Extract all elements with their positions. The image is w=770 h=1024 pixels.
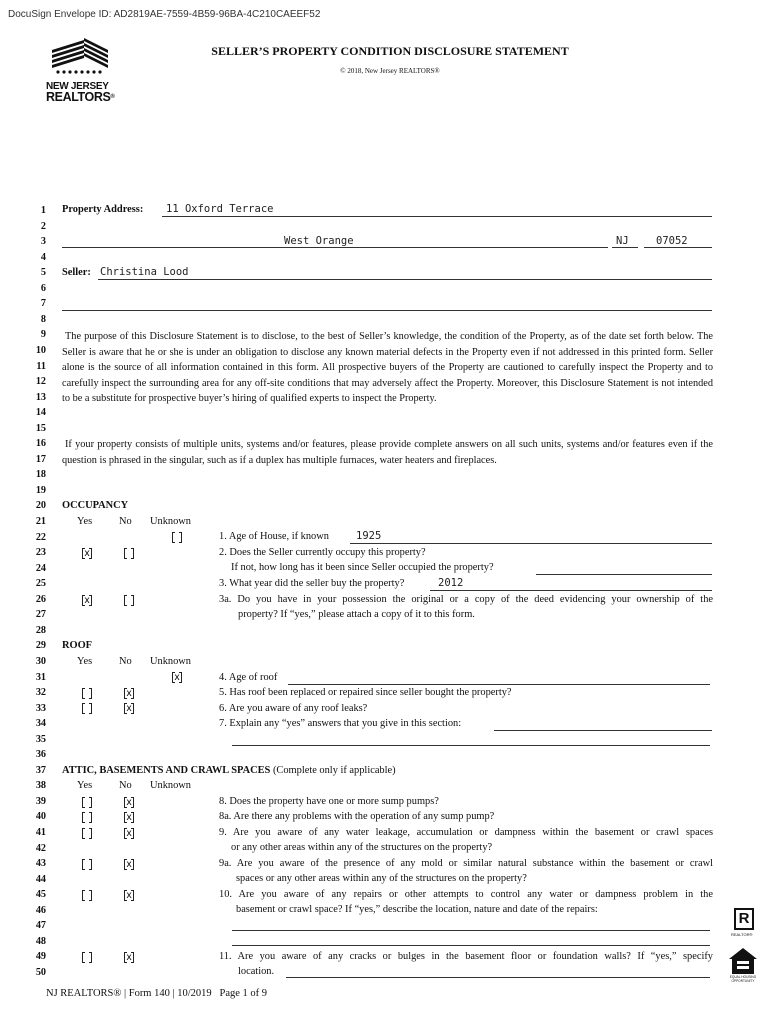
line-number: 22 — [35, 531, 46, 543]
property-address-label: Property Address: — [62, 204, 144, 215]
q2b-label: If not, how long has it been since Seller occupied the property? — [231, 562, 494, 573]
purpose-paragraph: The purpose of this Disclosure Statement is to disclose, to the best of Seller’s knowledge, the condition of the Property, as of the date set forth below. The Seller is aware that he or she is under an obligation to disclose any known material defects in the Property even if not addressed in this printed form. Seller alone is the source of all information contained in this form. All prospective buyers of the Property are cautioned to carefully inspect the Property and to carefully inspect the surrounding area for any off-site conditions that may adversely affect the Property. Moreover, this Disclosure Statement is not intended to be a substitute for prospective buyer’s hiring of qualified experts to inspect the Property. — [62, 331, 713, 405]
line-number: 30 — [35, 655, 46, 667]
attic-col-no: No — [119, 780, 132, 791]
q4-label: 4. Age of roof — [219, 672, 278, 683]
state-line — [612, 247, 638, 248]
line-number: 3 — [40, 236, 46, 248]
line-number: 47 — [35, 920, 46, 932]
q3a-b-label: property? If “yes,” please attach a copy of it to this form. — [238, 609, 475, 620]
q3-value: 2012 — [438, 577, 464, 589]
q9b-label: or any other areas within any of the structures on the property? — [231, 842, 493, 853]
equal-housing-icon — [728, 947, 758, 975]
q10-yes-checkbox[interactable] — [82, 890, 92, 901]
line-number: 28 — [35, 624, 46, 636]
line-number: 23 — [35, 547, 46, 559]
line-number: 19 — [35, 484, 46, 496]
q1-value: 1925 — [356, 530, 382, 542]
q11-line — [286, 977, 710, 978]
q9a-no-checkbox[interactable] — [124, 859, 134, 870]
line-number: 34 — [35, 718, 46, 730]
roof-col-yes: Yes — [77, 656, 93, 667]
line-number: 39 — [35, 795, 46, 807]
realtor-caption: REALTOR® — [731, 932, 753, 937]
roof-col-unknown: Unknown — [150, 656, 191, 667]
col-no: No — [119, 516, 132, 527]
q3a-label: 3a. Do you have in your possession the original or a copy of the deed evidencing your ownership of the — [219, 594, 713, 605]
line-number: 37 — [35, 764, 46, 776]
q2-label: 2. Does the Seller currently occupy this property? — [219, 547, 426, 558]
q10-label: 10. Are you aware of any repairs or other attempts to control any water or dampness problem in the — [219, 889, 713, 900]
seller-value: Christina Lood — [100, 266, 189, 278]
copyright: © 2018, New Jersey REALTORS® — [340, 67, 440, 75]
q4-unknown-checkbox[interactable] — [172, 672, 182, 683]
line-number: 11 — [36, 360, 46, 372]
q11b-label: location. — [238, 966, 275, 977]
q10-no-checkbox[interactable] — [124, 890, 134, 901]
line-number: 25 — [35, 578, 46, 590]
q7-line-2 — [232, 745, 710, 746]
realtor-r-icon: R — [734, 908, 754, 930]
q8a-yes-checkbox[interactable] — [82, 812, 92, 823]
q7-line — [494, 730, 712, 731]
line-number: 49 — [35, 951, 46, 963]
line-number: 42 — [35, 842, 46, 854]
check-mark: x — [126, 890, 132, 901]
line-number: 31 — [35, 671, 46, 683]
line-number: 33 — [35, 702, 46, 714]
q11-no-checkbox[interactable] — [124, 952, 134, 963]
check-mark: x — [126, 952, 132, 963]
col-yes: Yes — [77, 516, 93, 527]
city-value: West Orange — [284, 235, 354, 247]
q5-yes-checkbox[interactable] — [82, 688, 92, 699]
line-number: 13 — [35, 391, 46, 403]
attic-heading: ATTIC, BASEMENTS AND CRAWL SPACES (Complete only if applicable) — [62, 765, 396, 776]
seller-line-2 — [62, 310, 712, 311]
q10b-label: basement or crawl space? If “yes,” describe the location, nature and date of the repairs: — [236, 904, 598, 915]
check-mark: x — [126, 797, 132, 808]
line-number: 48 — [35, 935, 46, 947]
line-number: 14 — [35, 407, 46, 419]
zip-line — [644, 247, 712, 248]
roof-col-no: No — [119, 656, 132, 667]
q11-label: 11. Are you aware of any cracks or bulges in the basement floor or foundation walls? If “yes,” specify — [219, 951, 713, 962]
line-number: 18 — [35, 469, 46, 481]
q7-label: 7. Explain any “yes” answers that you give in this section: — [219, 718, 462, 729]
line-number: 41 — [35, 827, 46, 838]
line-number: 45 — [35, 889, 46, 901]
line-number: 6 — [40, 282, 46, 294]
footer-text: NJ REALTORS® | Form 140 | 10/2019 Page 1 of 9 — [46, 988, 268, 999]
check-mark: x — [84, 548, 90, 559]
envelope-id: DocuSign Envelope ID: AD2819AE-7559-4B59-96BA-4C210CAEEF52 — [8, 9, 321, 20]
q2-no-checkbox[interactable] — [124, 548, 134, 559]
check-mark: x — [126, 859, 132, 870]
line-number: 26 — [35, 593, 46, 605]
q6-no-checkbox[interactable] — [124, 703, 134, 714]
line-number: 7 — [40, 298, 46, 310]
multi-unit-paragraph: If your property consists of multiple units, systems and/or features, please provide complete answers on all such units, systems and/or features even if the question is phrased in the singular, such as if a duplex has multiple furnaces, water heaters and fireplaces. — [62, 439, 713, 466]
q9-label: 9. Are you aware of any water leakage, accumulation or dampness within the basement or crawl spaces — [219, 827, 713, 838]
line-number: 9 — [40, 329, 46, 341]
line-number: 40 — [35, 811, 46, 823]
q5-label: 5. Has roof been replaced or repaired since seller bought the property? — [219, 687, 512, 698]
q9a-label: 9a. Are you aware of the presence of any mold or similar natural substance within the basement or crawl — [219, 858, 713, 869]
q3-label: 3. What year did the seller buy the property? — [219, 578, 405, 589]
line-number: 2 — [40, 220, 46, 232]
check-mark: x — [84, 595, 90, 606]
q9-yes-checkbox[interactable] — [82, 828, 92, 839]
q8-no-checkbox[interactable] — [124, 797, 134, 808]
line-number: 4 — [40, 251, 46, 263]
logo-text-line1: NEW JERSEY — [46, 81, 109, 92]
q8-yes-checkbox[interactable] — [82, 797, 92, 808]
q8a-label: 8a. Are there any problems with the operation of any sump pump? — [219, 811, 495, 822]
q1-line — [350, 543, 712, 544]
realtor-logo — [733, 908, 755, 938]
line-number: 32 — [35, 687, 46, 699]
line-number: 20 — [35, 500, 46, 512]
check-mark: x — [126, 703, 132, 714]
property-address-value: 11 Oxford Terrace — [166, 203, 274, 215]
line-number: 24 — [35, 562, 46, 574]
line-number: 35 — [35, 733, 46, 745]
q3-line — [430, 590, 712, 591]
q4-line — [288, 684, 710, 685]
line-number: 50 — [35, 966, 46, 978]
q3a-yes-checkbox[interactable] — [82, 595, 92, 606]
q6-label: 6. Are you aware of any roof leaks? — [219, 703, 368, 714]
q11-yes-checkbox[interactable] — [82, 952, 92, 963]
line-number: 10 — [35, 344, 46, 356]
line-number: 44 — [35, 873, 46, 885]
q2-yes-checkbox[interactable] — [82, 548, 92, 559]
line-number: 21 — [35, 516, 46, 527]
q3a-no-checkbox[interactable] — [124, 595, 134, 606]
city-line — [62, 247, 608, 248]
q8-label: 8. Does the property have one or more sump pumps? — [219, 796, 439, 807]
col-unknown: Unknown — [150, 516, 191, 527]
logo-text-line2: REALTORS® — [46, 90, 115, 104]
seller-label: Seller: — [62, 267, 91, 278]
q2b-line — [536, 574, 712, 575]
state-value: NJ — [616, 235, 629, 247]
q5-no-checkbox[interactable] — [124, 688, 134, 699]
line-number: 12 — [35, 376, 46, 388]
line-number: 36 — [35, 749, 46, 761]
equal-housing-logo — [728, 947, 758, 983]
line-number: 29 — [35, 640, 46, 652]
seller-line — [98, 279, 712, 280]
line-number: 1 — [40, 205, 46, 216]
line-number: 38 — [35, 780, 46, 792]
q1-label: 1. Age of House, if known — [219, 531, 329, 542]
check-mark: x — [126, 828, 132, 839]
attic-col-yes: Yes — [77, 780, 93, 791]
line-number: 15 — [35, 422, 46, 434]
property-address-line — [162, 216, 712, 217]
q9a-yes-checkbox[interactable] — [82, 859, 92, 870]
zip-value: 07052 — [656, 235, 688, 247]
line-number: 27 — [35, 609, 46, 621]
q10-line-2 — [232, 945, 710, 946]
roof-heading: ROOF — [62, 640, 93, 651]
check-mark: x — [174, 672, 180, 683]
line-number: 8 — [40, 313, 46, 325]
q1-unknown-checkbox[interactable] — [172, 532, 182, 543]
check-mark: x — [126, 688, 132, 699]
line-number: 46 — [35, 904, 46, 916]
q9-no-checkbox[interactable] — [124, 828, 134, 839]
occupancy-heading: OCCUPANCY — [62, 500, 129, 511]
attic-col-unknown: Unknown — [150, 780, 191, 791]
q6-yes-checkbox[interactable] — [82, 703, 92, 714]
q8a-no-checkbox[interactable] — [124, 812, 134, 823]
line-number: 5 — [40, 267, 46, 279]
line-number: 17 — [35, 453, 46, 465]
page-number: Page 1 of 9 — [219, 988, 268, 999]
q10-line-1 — [232, 930, 710, 931]
line-number: 43 — [35, 858, 46, 870]
page-title: SELLER’S PROPERTY CONDITION DISCLOSURE STATEMENT — [211, 44, 569, 58]
line-number: 16 — [35, 438, 46, 450]
equal-housing-caption: EQUAL HOUSING OPPORTUNITY — [729, 975, 757, 983]
check-mark: x — [126, 812, 132, 823]
q9a-b-label: spaces or any other areas within any of the structures on the property? — [236, 873, 527, 884]
